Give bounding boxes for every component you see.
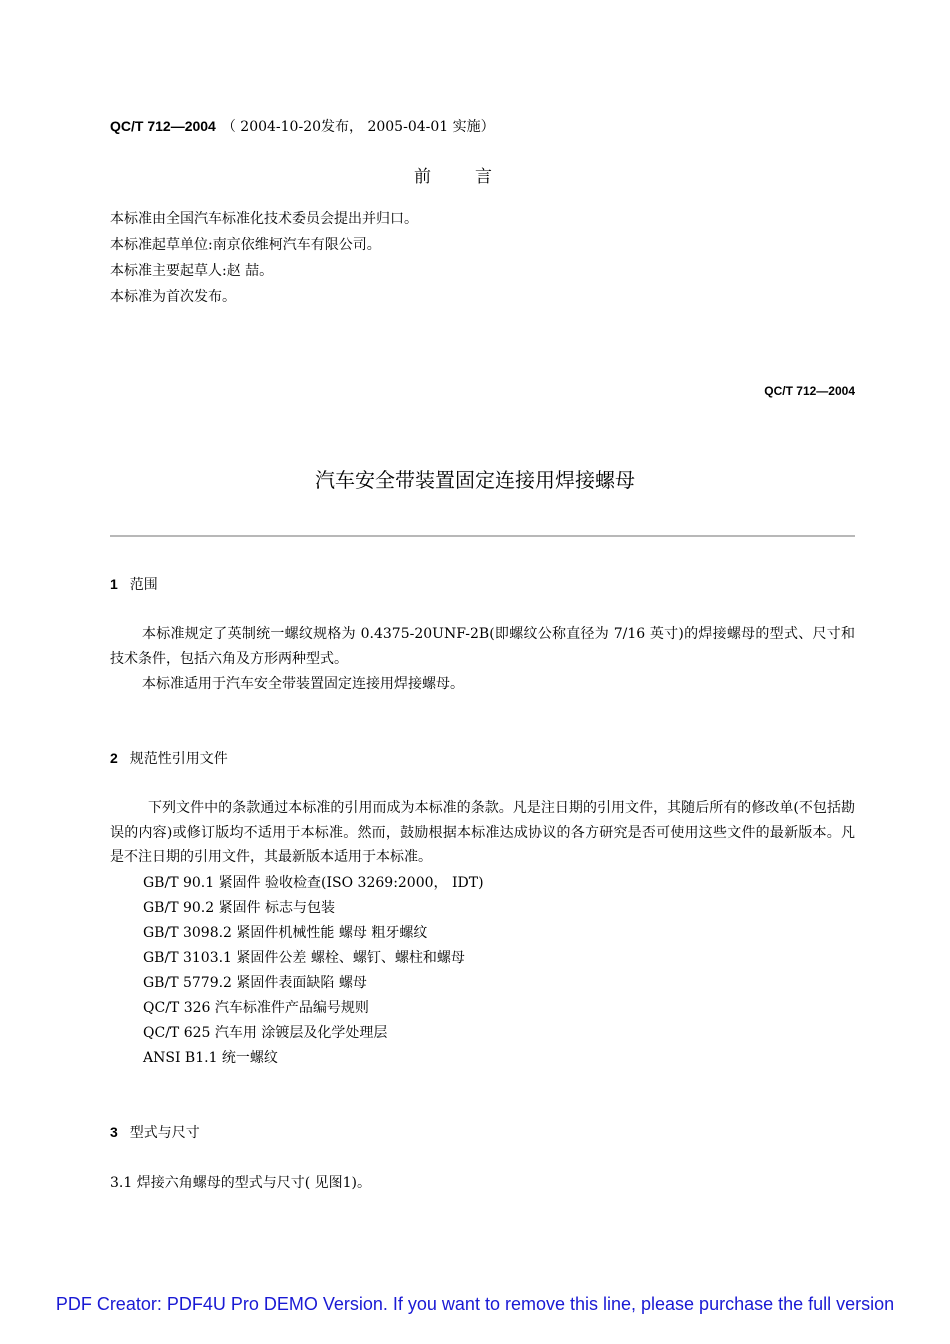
foreword-line: 本标准为首次发布。 [110, 289, 236, 305]
foreword-line: 本标准主要起草人:赵 喆。 [110, 263, 274, 279]
title-divider [110, 535, 855, 537]
section-number: 3 [110, 1124, 118, 1140]
reference-item: GB/T 3103.1 紧固件公差 螺栓、螺钉、螺柱和螺母 [143, 950, 465, 966]
section-heading-type-dimensions [110, 1122, 200, 1142]
foreword-title: 前言 [414, 167, 536, 187]
section-heading-references [110, 748, 228, 768]
reference-item: GB/T 90.2 紧固件 标志与包装 [143, 900, 336, 916]
scope-paragraph: 本标准适用于汽车安全带装置固定连接用焊接螺母。 [142, 676, 464, 692]
reference-item: QC/T 326 汽车标准件产品编号规则 [143, 1000, 369, 1016]
section-title: 型式与尺寸 [129, 1125, 200, 1141]
section-number: 1 [110, 576, 118, 592]
section-number: 2 [110, 750, 118, 766]
reference-item: GB/T 5779.2 紧固件表面缺陷 螺母 [143, 975, 367, 991]
foreword-line: 本标准由全国汽车标准化技术委员会提出并归口。 [110, 211, 418, 227]
reference-item: GB/T 3098.2 紧固件机械性能 螺母 粗牙螺纹 [143, 925, 428, 941]
reference-item: QC/T 625 汽车用 涂镀层及化学处理层 [143, 1025, 388, 1041]
header-code: QC/T 712—2004 [764, 384, 855, 398]
section-title: 规范性引用文件 [129, 751, 228, 767]
reference-item: GB/T 90.1 紧固件 验收检查(ISO 3269:2000， IDT) [143, 875, 484, 891]
pdf-creator-footer: PDF Creator: PDF4U Pro DEMO Version. If you want to remove this line, please purchase the full version [55, 1294, 895, 1314]
foreword-line: 本标准起草单位:南京依维柯汽车有限公司。 [110, 237, 381, 253]
standard-line [110, 116, 495, 136]
section-heading-scope [110, 574, 158, 594]
section-title: 范围 [129, 577, 158, 593]
subsection-3-1: 3.1 焊接六角螺母的型式与尺寸( 见图1)。 [110, 1175, 371, 1191]
reference-item: ANSI B1.1 统一螺纹 [143, 1050, 278, 1066]
references-paragraph: 下列文件中的条款通过本标准的引用而成为本标准的条款。凡是注日期的引用文件，其随后所有的修改单(不包括勘误的内容)或修订版均不适用于本标准。然而，鼓励根据本标准达成协议的各方研究是否可使用这些文件的最新版本。凡是不注日期的引用文件，其最新版本适用于本标准。 [110, 800, 855, 865]
standard-dates: （ 2004-10-20发布， 2005-04-01 实施） [221, 119, 495, 135]
scope-paragraph: 本标准规定了英制统一螺纹规格为 0.4375-20UNF-2B(即螺纹公称直径为 7/16 英寸)的焊接螺母的型式、尺寸和技术条件，包括六角及方形两种型式。 [110, 626, 855, 667]
standard-code: QC/T 712—2004 [110, 118, 216, 134]
document-title: 汽车安全带装置固定连接用焊接螺母 [315, 468, 635, 492]
